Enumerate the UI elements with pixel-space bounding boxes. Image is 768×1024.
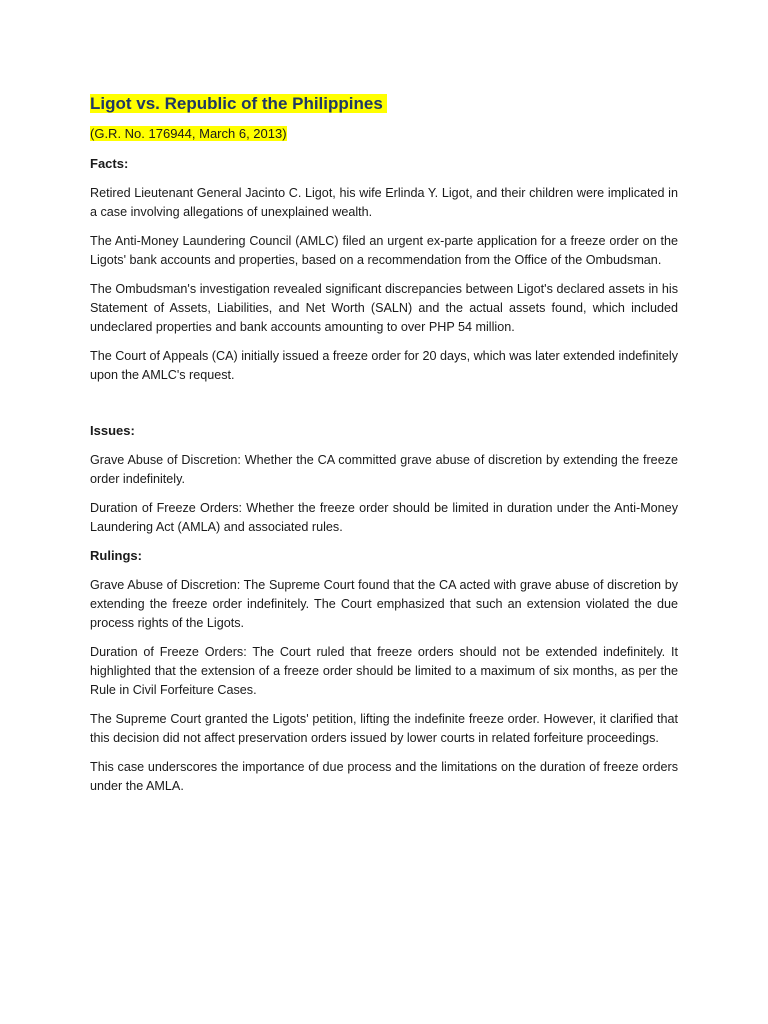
facts-paragraph-3: The Ombudsman's investigation revealed significant discrepancies between Ligot's declared assets in his Statement of Assets, Liabilities, and Net Worth (SALN) and the actual assets found, which included undeclared properties and bank accounts amounting to over PHP 54 million.: [90, 282, 678, 334]
title-block: [90, 93, 678, 121]
document-page: [90, 93, 678, 806]
rulings-paragraph-2: Duration of Freeze Orders: The Court ruled that freeze orders should not be extended indefinitely. It highlighted that the extension of a freeze order should be limited to a maximum of six months, as per the Rule in Civil Forfeiture Cases.: [90, 645, 678, 697]
rulings-paragraph-1: Grave Abuse of Discretion: The Supreme Court found that the CA acted with grave abuse of discretion by extending the freeze order indefinitely. The Court emphasized that such an extension violated the due process rights of the Ligots.: [90, 578, 678, 630]
issues-paragraph-1: Grave Abuse of Discretion: Whether the CA committed grave abuse of discretion by extending the freeze order indefinitely.: [90, 453, 678, 486]
rulings-heading: Rulings:: [90, 548, 142, 563]
section-spacer: [90, 395, 678, 422]
rulings-paragraph-4: This case underscores the importance of due process and the limitations on the duration of freeze orders under the AMLA.: [90, 760, 678, 793]
document-title: Ligot vs. Republic of the Philippines: [90, 94, 387, 113]
issues-paragraph-2: Duration of Freeze Orders: Whether the freeze order should be limited in duration under the Anti-Money Laundering Act (AMLA) and associated rules.: [90, 501, 678, 534]
facts-heading: Facts:: [90, 156, 129, 171]
citation-block: [90, 125, 678, 143]
facts-paragraph-2: The Anti-Money Laundering Council (AMLC) filed an urgent ex-parte application for a freeze order on the Ligots' bank accounts and properties, based on a recommendation from the Office of the Ombudsman.: [90, 234, 678, 267]
rulings-paragraph-3: The Supreme Court granted the Ligots' petition, lifting the indefinite freeze order. However, it clarified that this decision did not affect preservation orders issued by lower courts in related forfeiture proceedings.: [90, 712, 678, 745]
facts-paragraph-4: The Court of Appeals (CA) initially issued a freeze order for 20 days, which was later extended indefinitely upon the AMLC's request.: [90, 349, 679, 382]
case-citation: (G.R. No. 176944, March 6, 2013): [90, 126, 287, 141]
facts-paragraph-1: Retired Lieutenant General Jacinto C. Ligot, his wife Erlinda Y. Ligot, and their children were implicated in a case involving allegations of unexplained wealth.: [90, 186, 678, 219]
issues-heading: Issues:: [90, 423, 135, 438]
